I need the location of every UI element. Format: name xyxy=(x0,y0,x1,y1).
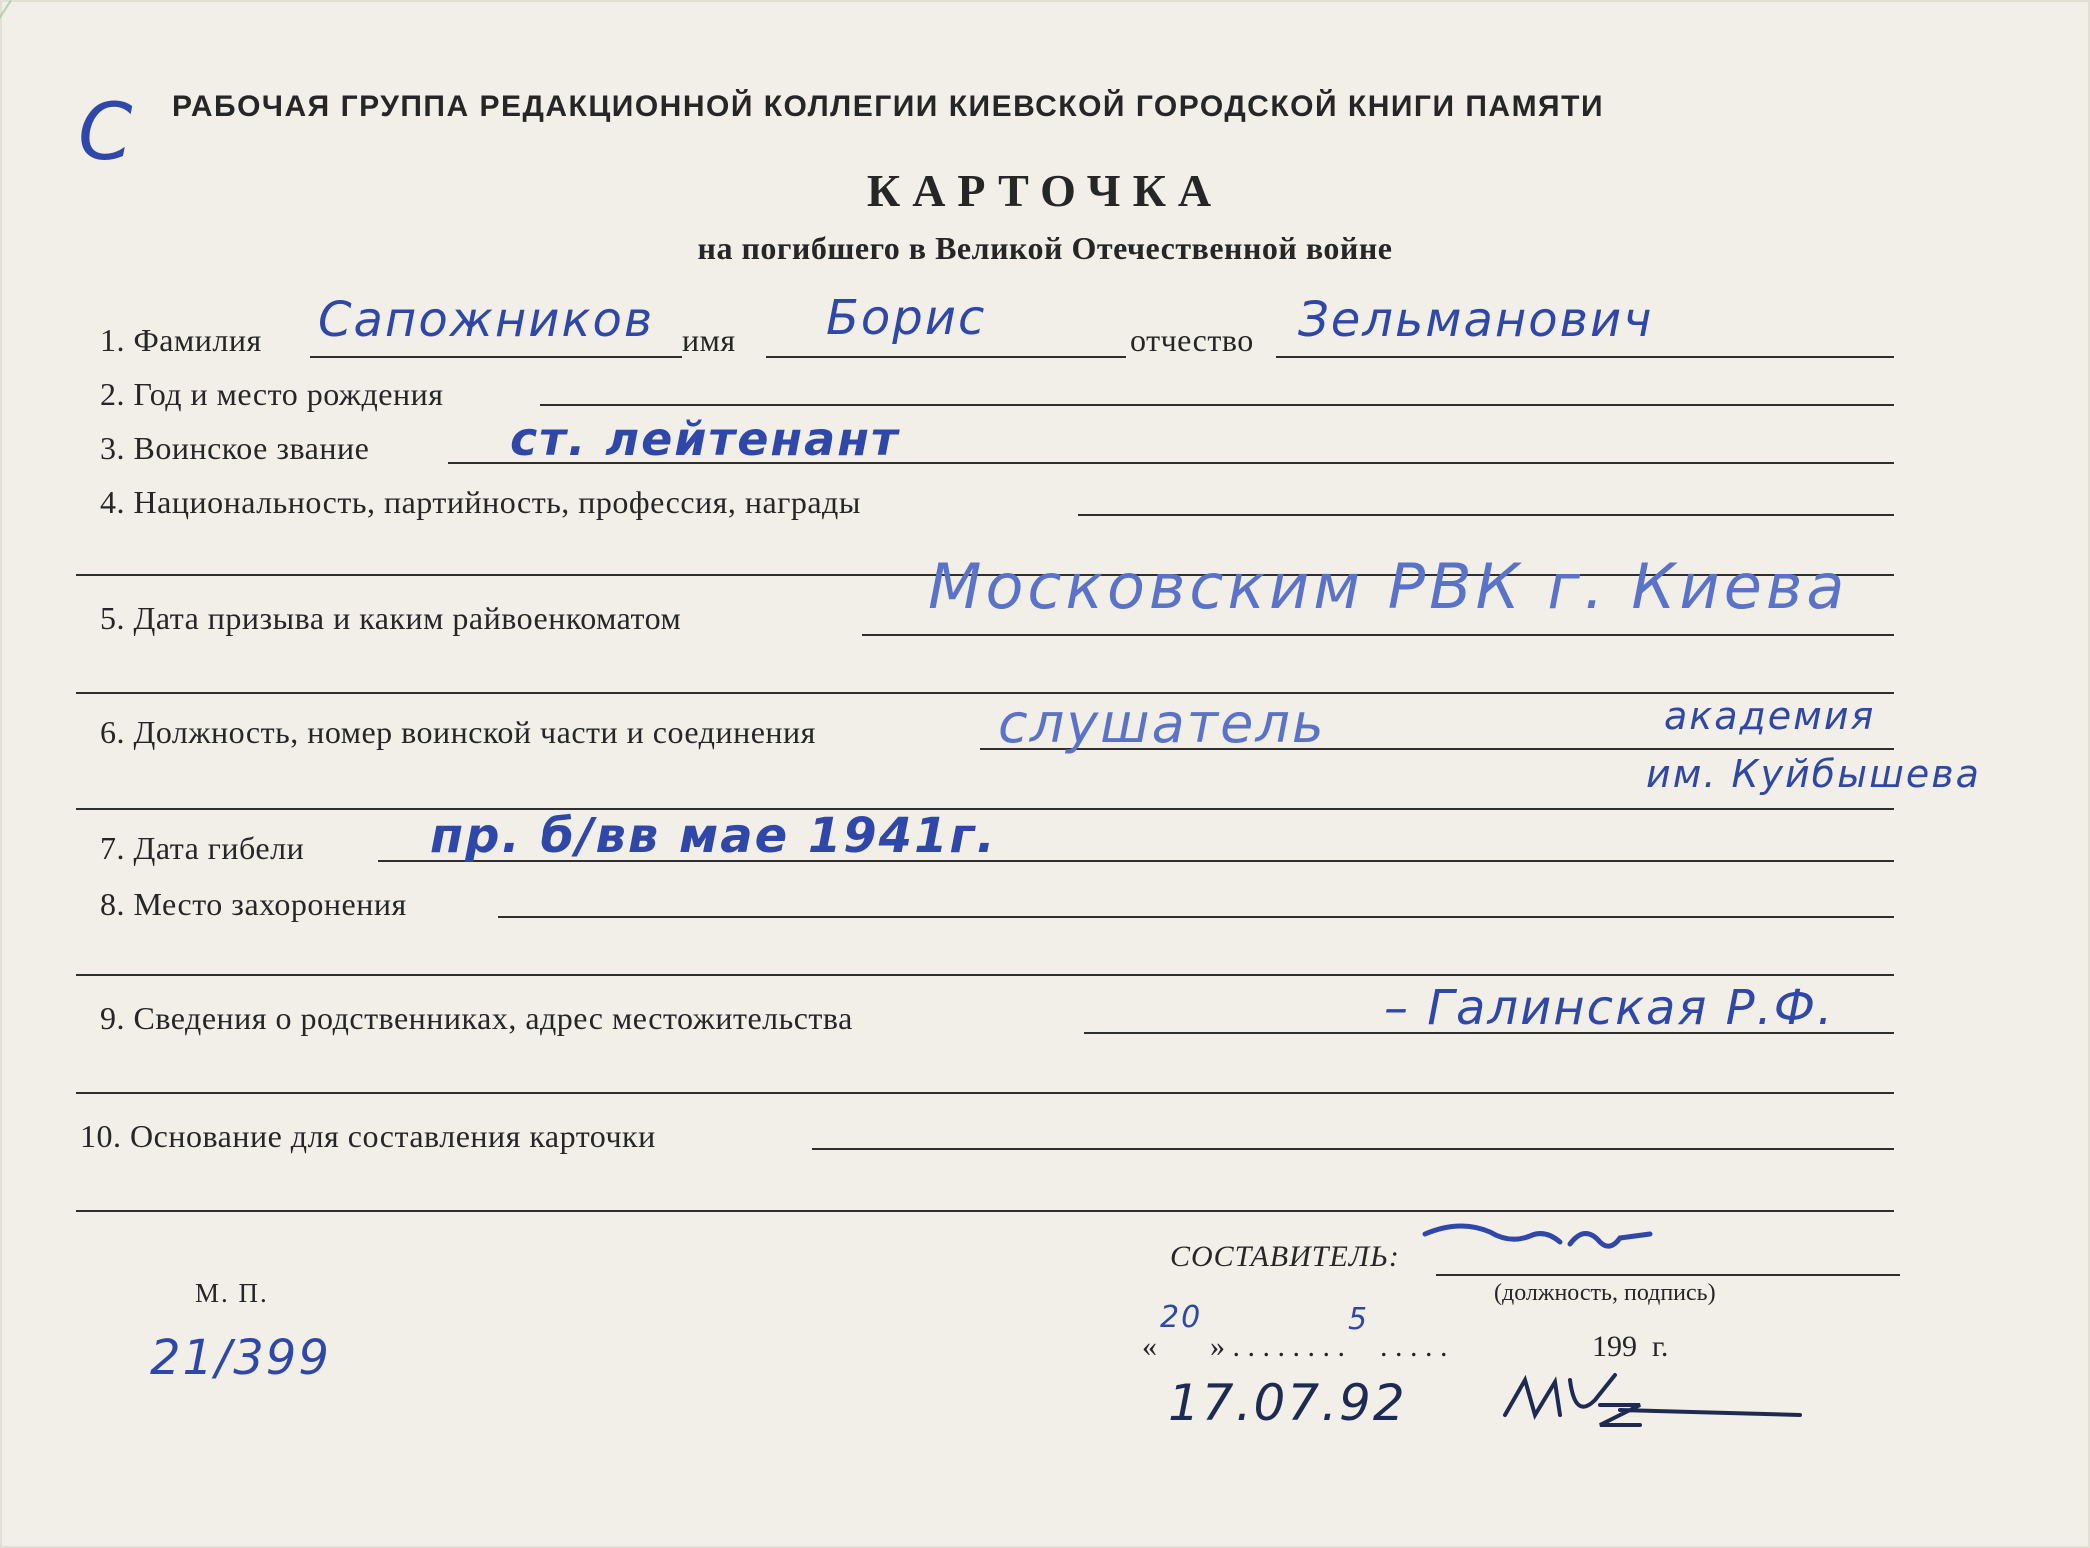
card-title: КАРТОЧКА xyxy=(866,165,1224,216)
nationality-line xyxy=(1078,514,1894,516)
burial-line-2 xyxy=(76,974,1894,976)
field-rank-label: 3. Воинское звание xyxy=(100,430,370,466)
draft-line xyxy=(862,634,1894,636)
field-death-date-label: 7. Дата гибели xyxy=(100,830,305,866)
date-end-dots: . . . . . xyxy=(1380,1330,1448,1363)
death-date-value: пр. б/вв мае 1941г. xyxy=(430,808,997,864)
relatives-line-2 xyxy=(76,1092,1894,1094)
compiler-signature xyxy=(1420,1214,1660,1274)
date-open-quote: « xyxy=(1142,1330,1157,1363)
card-number: 21/399 xyxy=(150,1330,331,1386)
card-header: РАБОЧАЯ ГРУППА РЕДАКЦИОННОЙ КОЛЛЕГИИ КИЕВСКОЙ ГОРОДСКОЙ КНИГИ ПАМЯТИ xyxy=(172,90,1605,123)
field-burial-label: 8. Место захоронения xyxy=(100,886,407,922)
rank-value: ст. лейтенант xyxy=(510,412,900,466)
stamp-placeholder: М. П. xyxy=(195,1278,269,1308)
patronymic-value: Зельманович xyxy=(1298,292,1654,348)
relatives-value: – Галинская Р.Ф. xyxy=(1384,980,1835,1036)
compiler-label: СОСТАВИТЕЛЬ: xyxy=(1170,1240,1400,1273)
academy-line-2: им. Куйбышева xyxy=(1646,752,1981,796)
field-relatives-label: 9. Сведения о родственниках, адрес местожительства xyxy=(100,1000,853,1036)
corner-mark: С xyxy=(78,88,135,178)
academy-line-1: академия xyxy=(1664,694,1876,738)
draft-line-2 xyxy=(76,692,1894,694)
field-patronymic-label: отчество xyxy=(1130,322,1254,358)
compiler-line xyxy=(1436,1274,1900,1276)
surname-line xyxy=(310,356,682,358)
field-surname-label: 1. Фамилия xyxy=(100,322,262,358)
field-draft-label: 5. Дата призыва и каким райвоенкоматом xyxy=(100,600,682,636)
birth-line xyxy=(540,404,1894,406)
draft-value: Московским РВК г. Киева xyxy=(928,550,1849,623)
position-value: слушатель xyxy=(998,692,1326,755)
second-date: 17.07.92 xyxy=(1168,1374,1407,1432)
basis-line xyxy=(812,1148,1894,1150)
year-suffix: г. xyxy=(1652,1330,1669,1363)
basis-line-2 xyxy=(76,1210,1894,1212)
field-name-label: имя xyxy=(682,322,736,358)
date-middle-dots: » . . . . . . . . xyxy=(1210,1330,1345,1363)
patronymic-line xyxy=(1276,356,1894,358)
field-position-label: 6. Должность, номер воинской части и соединения xyxy=(100,714,816,750)
burial-line xyxy=(498,916,1894,918)
year-prefix: 199 xyxy=(1592,1330,1637,1363)
name-value: Борис xyxy=(826,290,987,346)
date-day: 20 xyxy=(1160,1300,1203,1335)
field-basis-label: 10. Основание для составления карточки xyxy=(80,1118,656,1154)
compiler-caption: (должность, подпись) xyxy=(1494,1280,1716,1306)
surname-value: Сапожников xyxy=(318,292,655,348)
name-line xyxy=(766,356,1126,358)
field-birth-label: 2. Год и место рождения xyxy=(100,376,444,412)
field-nationality-label: 4. Национальность, партийность, профессия, награды xyxy=(100,484,861,520)
card-subtitle: на погибшего в Великой Отечественной войне xyxy=(697,230,1393,266)
second-signature xyxy=(1500,1370,1820,1440)
date-month: 5 xyxy=(1348,1302,1370,1337)
